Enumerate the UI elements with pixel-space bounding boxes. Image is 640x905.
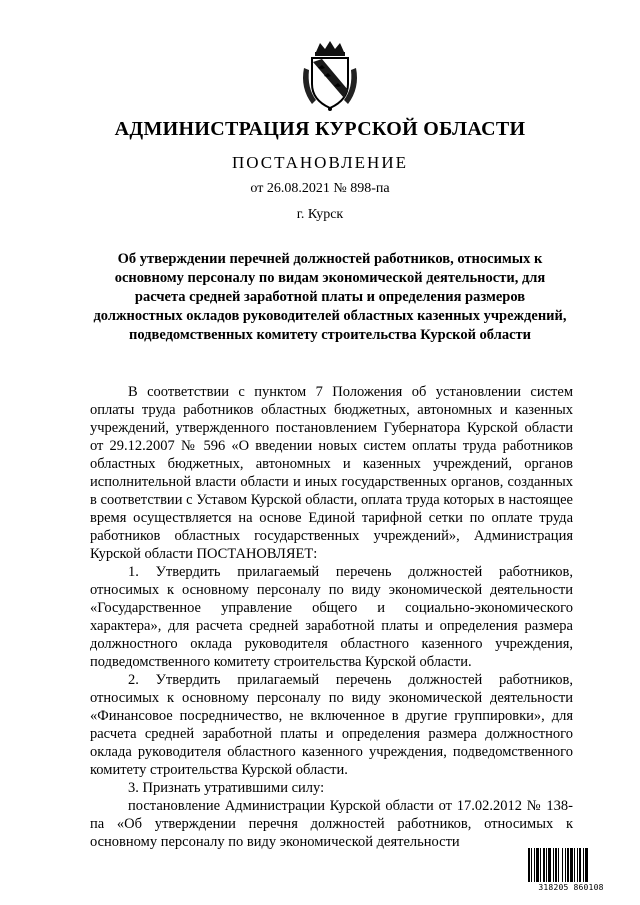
document-date-number: от 26.08.2021 № 898-па	[250, 181, 390, 196]
document-body	[90, 383, 573, 851]
barcode-icon	[528, 848, 614, 882]
barcode	[528, 848, 614, 892]
barcode-number: 318205 860108	[538, 883, 604, 892]
paragraph-item-3: 3. Признать утратившими силу:	[128, 780, 325, 796]
paragraph-item-1: 1. Утвердить прилагаемый перечень должностей работников, относимых к основному персоналу по виду экономической деятельности «Государственное управление общего и социально-экономического характера», для расчета средней заработной платы и определения размера должностного оклада руководителя областного казенного учреждения, подведомственного комитету строительства Курской области.	[90, 564, 573, 670]
document-city: г. Курск	[296, 207, 344, 222]
paragraph-preamble: В соответствии с пунктом 7 Положения об установлении систем оплаты труда работников областных бюджетных, автономных и казенных учреждений, утвержденного постановлением Губернатора Курской области от 29.12.2007 № 596 «О введении новых систем оплаты труда работников областных бюджетных, автономных и казенных учреждений, органов исполнительной власти области и иных государственных органов, созданных в соответствии с Уставом Курской области, оплата труда которых в настоящее время осуществляется на основе Единой тарифной сетки по оплате труда работников областных государственных учреждений», Администрация Курской области ПОСТАНОВЛЯЕТ:	[90, 384, 573, 562]
organization-name: АДМИНИСТРАЦИЯ КУРСКОЙ ОБЛАСТИ	[114, 118, 526, 140]
paragraph-repealed-act: постановление Администрации Курской области от 17.02.2012 № 138-па «Об утверждении перечня должностей работников, относимых к основному персоналу по виду экономической деятельности	[90, 798, 573, 850]
paragraph-item-2: 2. Утвердить прилагаемый перечень должностей работников, относимых к основному персоналу по виду экономической деятельности «Финансовое посредничество, не включенное в другие группировки», для расчета средней заработной платы и определения размера должностного оклада руководителя областного казенного учреждения, подведомственного комитету строительства Курской области.	[90, 672, 573, 778]
document-title: Об утверждении перечней должностей работников, относимых к основному персоналу по видам экономической деятельности, для расчета средней заработной платы и определения размеров должностных окладов руководителей областных казенных учреждений, подведомственных комитету строительства Курской области	[93, 251, 567, 343]
coat-of-arms-icon	[298, 38, 362, 112]
document-type: ПОСТАНОВЛЕНИЕ	[231, 153, 408, 172]
